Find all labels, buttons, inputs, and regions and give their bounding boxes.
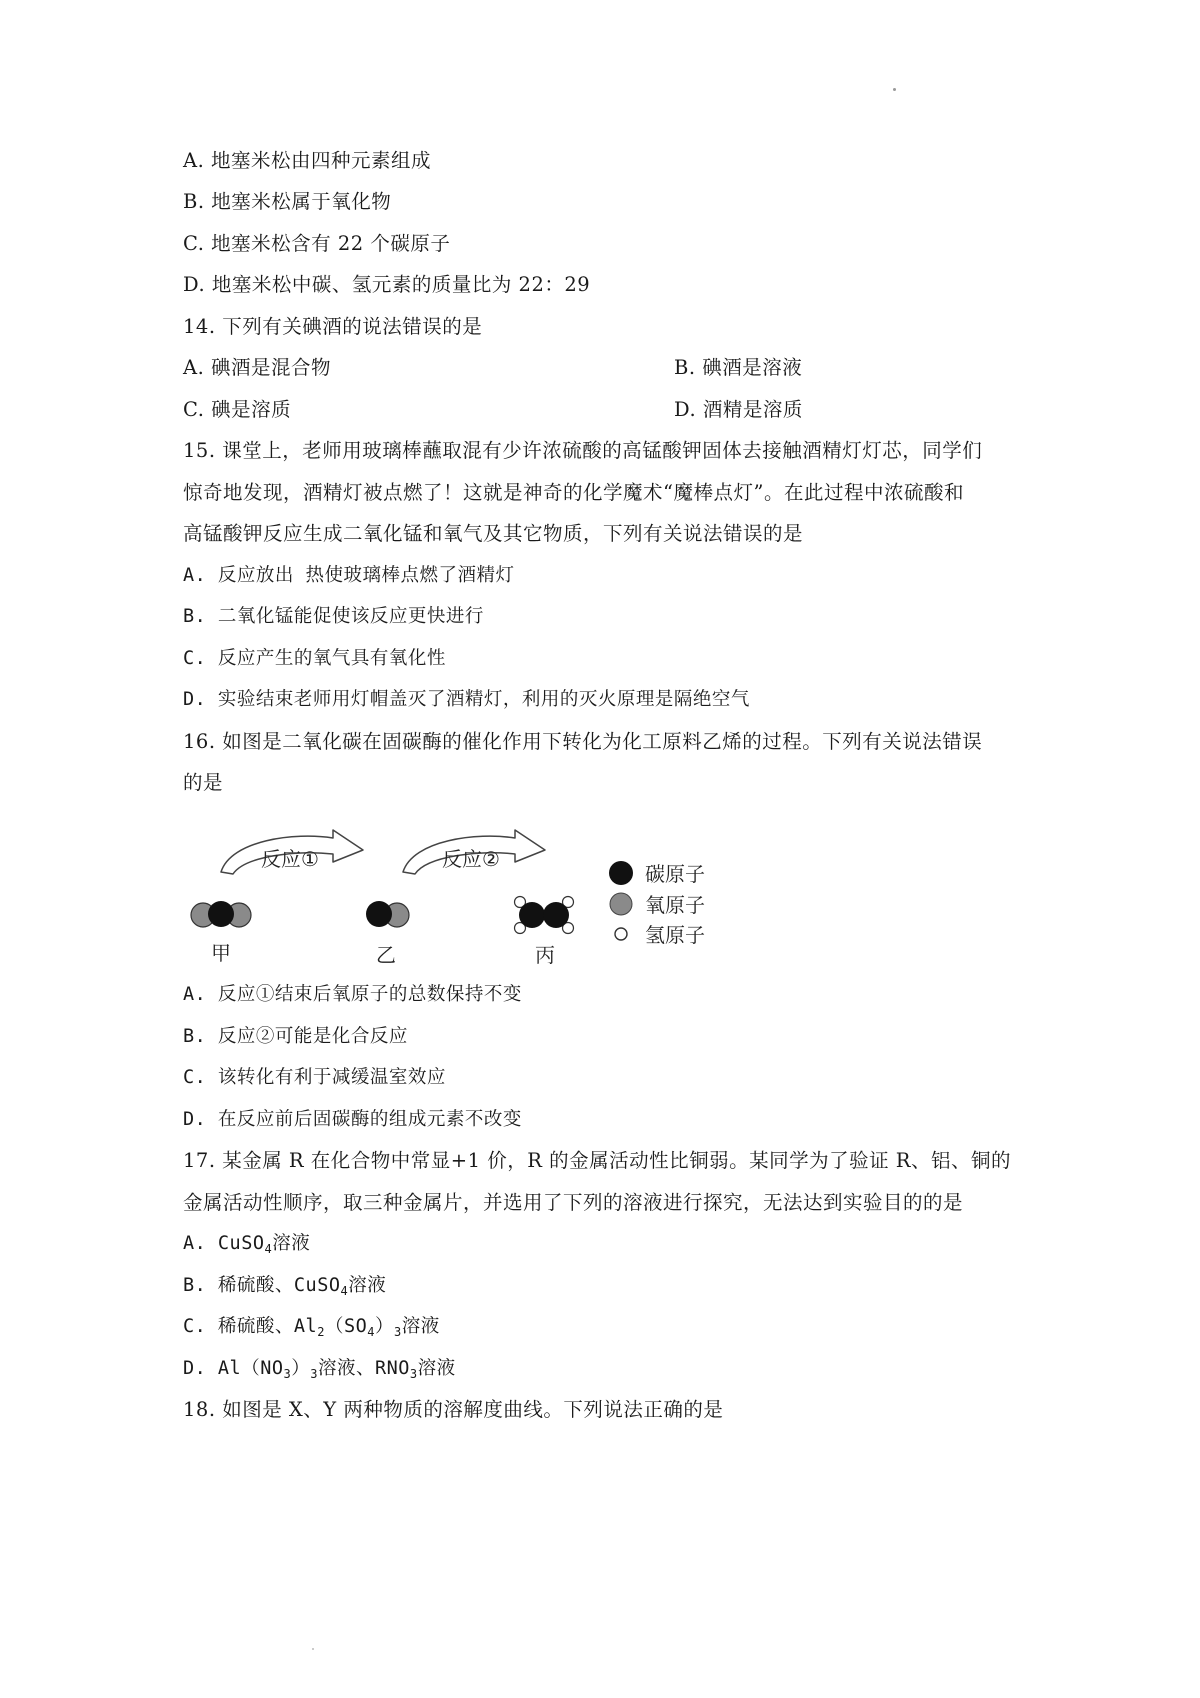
q14-option-d: D. 酒精是溶质 bbox=[674, 398, 803, 421]
q14-option-a: A. 碘酒是混合物 bbox=[183, 356, 331, 379]
q15-option-b: B. 二氧化锰能促使该反应更快进行 bbox=[183, 606, 484, 627]
reaction-1-label: 反应① bbox=[261, 847, 319, 871]
q15-stem-line-1: 15. 课堂上，老师用玻璃棒蘸取混有少许浓硫酸的高锰酸钾固体去接触酒精灯灯芯，同学们 bbox=[183, 439, 983, 462]
q15-stem-line-2: 惊奇地发现，酒精灯被点燃了！这就是神奇的化学魔术“魔棒点灯”。在此过程中浓硫酸和 bbox=[183, 481, 964, 504]
q15-option-d: D. 实验结束老师用灯帽盖灭了酒精灯，利用的灭火原理是隔绝空气 bbox=[183, 689, 750, 710]
q13-option-d: D. 地塞米松中碳、氢元素的质量比为 22：29 bbox=[183, 273, 591, 296]
q16-stem-line-2: 的是 bbox=[183, 771, 224, 794]
label-bing: 丙 bbox=[535, 943, 555, 967]
q17-stem-line-2: 金属活动性顺序，取三种金属片，并选用了下列的溶液进行探究，无法达到实验目的的是 bbox=[183, 1191, 964, 1214]
legend bbox=[609, 861, 705, 947]
q13-option-c: C. 地塞米松含有 22 个碳原子 bbox=[183, 232, 451, 255]
q13-option-a: A. 地塞米松由四种元素组成 bbox=[183, 149, 431, 172]
q17-option-c: C. 稀硫酸、$Al_2(SO_4)_3$溶液 bbox=[183, 1316, 440, 1339]
q15-option-c: C. 反应产生的氧气具有氧化性 bbox=[183, 648, 446, 669]
molecule-yi bbox=[366, 901, 409, 927]
q14-option-c: C. 碘是溶质 bbox=[183, 398, 292, 421]
legend-carbon: 碳原子 bbox=[645, 862, 705, 886]
molecule-jia bbox=[191, 901, 251, 927]
molecule-bing bbox=[515, 897, 574, 934]
q14-option-b: B. 碘酒是溶液 bbox=[674, 356, 803, 379]
legend-hydrogen: 氢原子 bbox=[645, 923, 705, 947]
q17-stem-line-1: 17. 某金属 R 在化合物中常显+1 价，R 的金属活动性比铜弱。某同学为了验证 R、铝、铜的 bbox=[183, 1149, 1011, 1172]
reaction-diagram bbox=[185, 826, 730, 971]
q17-option-a: A. CuSO$_4$溶液 bbox=[183, 1233, 311, 1256]
q17-option-b: B. 稀硫酸、CuSO$_4$溶液 bbox=[183, 1275, 387, 1298]
q16-option-d: D. 在反应前后固碳酶的组成元素不改变 bbox=[183, 1109, 522, 1130]
legend-oxygen: 氧原子 bbox=[645, 893, 705, 917]
q16-option-a: A. 反应①结束后氧原子的总数保持不变 bbox=[183, 984, 522, 1005]
q13-option-b: B. 地塞米松属于氧化物 bbox=[183, 190, 392, 213]
label-yi: 乙 bbox=[376, 943, 396, 967]
q18-stem: 18. 如图是 X、Y 两种物质的溶解度曲线。下列说法正确的是 bbox=[183, 1398, 724, 1421]
q14-stem: 14. 下列有关碘酒的说法错误的是 bbox=[183, 315, 483, 338]
label-jia: 甲 bbox=[211, 941, 231, 965]
q16-stem-line-1: 16. 如图是二氧化碳在固碳酶的催化作用下转化为化工原料乙烯的过程。下列有关说法错误 bbox=[183, 730, 983, 753]
q15-stem-line-3: 高锰酸钾反应生成二氧化锰和氧气及其它物质，下列有关说法错误的是 bbox=[183, 522, 804, 545]
scan-speck bbox=[312, 1648, 314, 1650]
q16-option-c: C. 该转化有利于减缓温室效应 bbox=[183, 1067, 446, 1088]
scan-speck bbox=[893, 88, 896, 91]
reaction-2-label: 反应② bbox=[442, 847, 500, 871]
q15-option-a: A. 反应放出 热使玻璃棒点燃了酒精灯 bbox=[183, 565, 515, 586]
q17-option-d: D. $Al(NO_3)_3$溶液、$RNO_3$溶液 bbox=[183, 1358, 456, 1381]
q16-option-b: B. 反应②可能是化合反应 bbox=[183, 1026, 408, 1047]
